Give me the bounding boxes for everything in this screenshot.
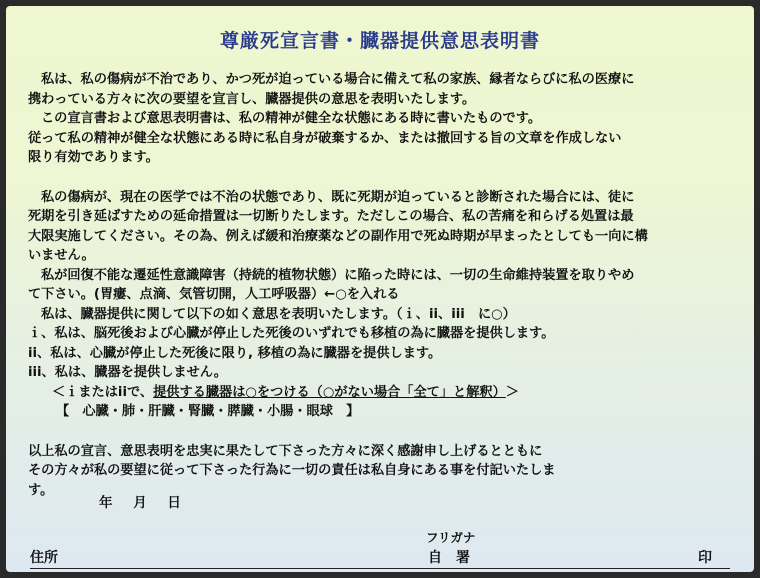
address-label: 住所 [30, 550, 58, 566]
option-line: ii、私は、心臓が停止した死後に限り, 移植の為に臓器を提供します。 [28, 345, 442, 361]
text-line: 私が回復不能な遷延性意識障害（持続的植物状態）に陥った時には、一切の生命維持装置を取りやめ [41, 267, 635, 283]
year-label: 年 [99, 495, 113, 511]
note-underlined: 提供する臓器は○をつける（○がない場合「全て」と解釈） [153, 384, 506, 400]
page-title: 尊厳死宣言書・臓器提供意思表明書 [219, 30, 540, 52]
text-line: 私の傷病が、現在の医学では不治の状態であり、既に死期が迫っていると診断された場合には、徒に [41, 189, 635, 205]
note-prefix: ＜ｉまたはiiで、 [52, 384, 154, 400]
text-line: いません。 [28, 248, 95, 263]
day-label: 日 [167, 495, 181, 511]
text-line: 大限実施してください。その為、例えば緩和治療薬などの副作用で死ぬ時期が早まったとしても一向に構 [28, 228, 648, 244]
text-line: す。 [28, 482, 54, 498]
text-line: 私は、私の傷病が不治であり、かつ死が迫っている場合に備えて私の家族、縁者ならびに私の医療に [41, 72, 635, 87]
organ-note [28, 383, 733, 403]
spacer [28, 168, 733, 188]
text-line: 従って私の精神が健全な状態にある時に私自身が破棄するか、または撤回する旨の文章を作成しない [28, 130, 622, 146]
text-line: 限り有効であります。 [28, 150, 159, 165]
text-line: 携わっている方々に次の要望を宣言し、臓器提供の意思を表明いたします。 [28, 91, 476, 107]
spacer [28, 422, 733, 442]
signature-label: 自署 [428, 550, 484, 566]
option-line: iii、私は、臓器を提供しません。 [28, 365, 227, 380]
signature-line [30, 547, 730, 569]
document-body [28, 70, 733, 500]
option-line: ｉ、私は、脳死後および心臓が停止した死後のいずれでも移植の為に臓器を提供します。 [28, 326, 555, 341]
note-suffix: ＞ [505, 384, 519, 400]
organ-list: 【 心臓・肺・肝臓・腎臓・膵臓・小腸・眼球 】 [56, 404, 360, 419]
text-line: その方々が私の要望に従って下さった行為に一切の責任は私自身にある事を付記いたしま [28, 463, 556, 478]
text-line: て下さい。(胃瘻、点滴、気管切開，人工呼吸器）←○を入れる [28, 287, 400, 302]
date-fields [99, 491, 197, 511]
text-line: 私は、臓器提供に関して以下の如く意思を表明いたします。（ｉ、ii、iii に○） [41, 306, 516, 322]
text-line: この宣言書および意思表明書は、私の精神が健全な状態にある時に書いたものです。 [41, 111, 542, 126]
text-line: 以上私の宣言、意思表明を忠実に果たして下さった方々に深く感謝申し上げるとともに [28, 443, 543, 459]
seal-label: 印 [698, 550, 712, 566]
furigana-label: フリガナ [426, 530, 476, 545]
month-label: 月 [133, 495, 147, 511]
text-line: 死期を引き延ばすための延命措置は一切断りたします。ただしこの場合、私の苦痛を和らげる処置は最 [28, 209, 634, 224]
declaration-card [6, 6, 754, 572]
